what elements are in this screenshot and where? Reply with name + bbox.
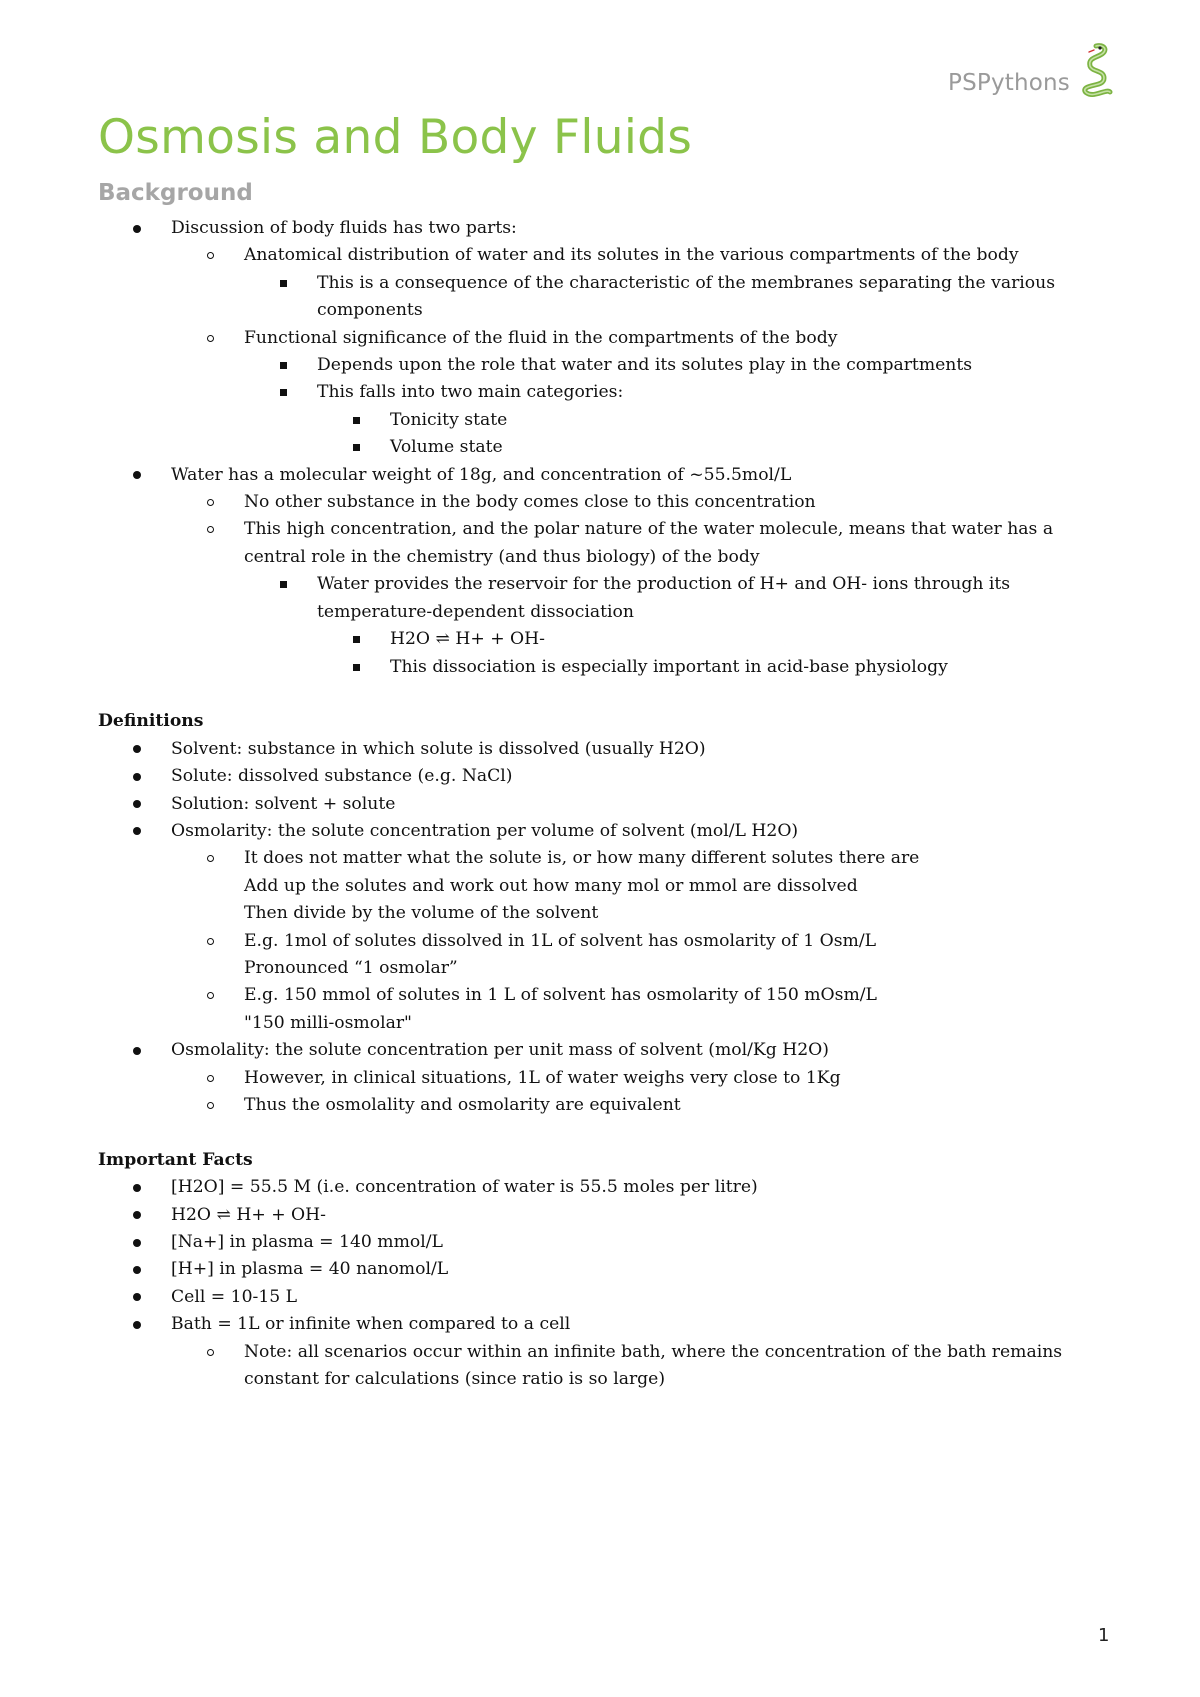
list-item [98, 982, 1108, 1009]
list-item [98, 571, 1108, 626]
snake-icon [1074, 40, 1114, 100]
disc-bullet-icon [130, 818, 144, 845]
section-subtitle: Background [98, 180, 253, 206]
list-item-text: H2O ⇌ H+ + OH- [171, 1204, 326, 1225]
list-item-text: [H2O] = 55.5 M (i.e. concentration of water is 55.5 moles per litre) [171, 1177, 758, 1198]
list-item [98, 1284, 1108, 1311]
list-item [98, 654, 1108, 681]
list-item [98, 1202, 1108, 1229]
list-item [98, 845, 1108, 872]
list-item-text: "150 milli-osmolar" [244, 1012, 412, 1033]
disc-bullet-icon [130, 1256, 144, 1283]
list-item-text: Solute: dissolved substance (e.g. NaCl) [171, 766, 513, 787]
square-bullet-icon [276, 379, 290, 406]
list-item [98, 1010, 1108, 1037]
list-item-text: Water provides the reservoir for the production of H+ and OH- ions through its temperature-dependent dissociation [317, 574, 1011, 622]
background-list [98, 215, 1108, 681]
list-item-text: Add up the solutes and work out how many mol or mmol are dissolved [244, 875, 858, 896]
list-item [98, 791, 1108, 818]
list-item-text: Tonicity state [390, 409, 508, 430]
list-item [98, 1311, 1108, 1338]
list-item [98, 516, 1108, 571]
list-item [98, 242, 1108, 269]
circle-bullet-icon [203, 928, 217, 955]
disc-bullet-icon [130, 763, 144, 790]
circle-bullet-icon [203, 489, 217, 516]
facts-list [98, 1174, 1108, 1393]
list-item-text: Osmolality: the solute concentration per unit mass of solvent (mol/Kg H2O) [171, 1040, 829, 1061]
list-item [98, 434, 1108, 461]
list-item-text: No other substance in the body comes close to this concentration [244, 492, 816, 513]
list-item [98, 489, 1108, 516]
page-number: 1 [1098, 1625, 1110, 1646]
list-item [98, 626, 1108, 653]
disc-bullet-icon [130, 215, 144, 242]
list-item [98, 407, 1108, 434]
circle-bullet-icon [203, 1339, 217, 1366]
list-item-text: Thus the osmolality and osmolarity are equivalent [244, 1094, 681, 1115]
page-title: Osmosis and Body Fluids [98, 110, 693, 165]
list-item [98, 900, 1108, 927]
list-item-text: This dissociation is especially important in acid-base physiology [390, 656, 948, 677]
list-item [98, 325, 1108, 352]
list-item-text: Depends upon the role that water and its solutes play in the compartments [317, 355, 973, 376]
list-item-text: E.g. 1mol of solutes dissolved in 1L of solvent has osmolarity of 1 Osm/L [244, 930, 877, 951]
brand-name: PSPythons [948, 70, 1070, 96]
disc-bullet-icon [130, 462, 144, 489]
list-item-text: [Na+] in plasma = 140 mmol/L [171, 1232, 443, 1252]
disc-bullet-icon [130, 1202, 144, 1229]
brand-header [900, 40, 1114, 100]
list-item-text: Discussion of body fluids has two parts: [171, 218, 517, 238]
circle-bullet-icon [203, 1092, 217, 1119]
list-item-text: [H+] in plasma = 40 nanomol/L [171, 1259, 449, 1280]
circle-bullet-icon [203, 325, 217, 352]
list-item [98, 1339, 1108, 1394]
list-item [98, 818, 1108, 845]
definitions-list [98, 736, 1108, 1120]
list-item [98, 1174, 1108, 1201]
square-bullet-icon [349, 626, 363, 653]
square-bullet-icon [276, 571, 290, 598]
square-bullet-icon [349, 654, 363, 681]
list-item-text: E.g. 150 mmol of solutes in 1 L of solvent has osmolarity of 150 mOsm/L [244, 985, 877, 1006]
list-item-text: Note: all scenarios occur within an infinite bath, where the concentration of the bath remains constant for calculations (since ratio is so large) [244, 1341, 1063, 1390]
disc-bullet-icon [130, 1311, 144, 1338]
list-item [98, 928, 1108, 955]
square-bullet-icon [276, 270, 290, 297]
list-item-text: Volume state [390, 437, 503, 458]
list-item-text: However, in clinical situations, 1L of water weighs very close to 1Kg [244, 1067, 841, 1088]
list-item [98, 763, 1108, 790]
circle-bullet-icon [203, 982, 217, 1009]
disc-bullet-icon [130, 736, 144, 763]
document-body [98, 215, 1108, 1393]
list-item-text: This is a consequence of the characteristic of the membranes separating the various components [317, 272, 1056, 321]
list-item-text: Then divide by the volume of the solvent [244, 903, 599, 924]
list-item-text: H2O ⇌ H+ + OH- [390, 629, 545, 650]
list-item [98, 270, 1108, 325]
disc-bullet-icon [130, 791, 144, 818]
list-item-text: Functional significance of the fluid in the compartments of the body [244, 327, 838, 348]
facts-heading: Important Facts [98, 1149, 253, 1170]
list-item [98, 1092, 1108, 1119]
circle-bullet-icon [203, 845, 217, 872]
list-item-text: Solution: solvent + solute [171, 793, 396, 814]
list-item [98, 1065, 1108, 1092]
circle-bullet-icon [203, 242, 217, 269]
square-bullet-icon [276, 352, 290, 379]
list-item [98, 379, 1108, 406]
list-item [98, 955, 1108, 982]
list-item-text: Cell = 10-15 L [171, 1286, 298, 1307]
list-item-text: This falls into two main categories: [317, 382, 624, 403]
circle-bullet-icon [203, 1065, 217, 1092]
circle-bullet-icon [203, 516, 217, 543]
list-item-text: This high concentration, and the polar nature of the water molecule, means that water has a central role in the chemistry (and thus biology) of the body [244, 519, 1054, 567]
list-item [98, 1229, 1108, 1256]
disc-bullet-icon [130, 1174, 144, 1201]
square-bullet-icon [349, 407, 363, 434]
disc-bullet-icon [130, 1284, 144, 1311]
list-item-text: Pronounced “1 osmolar” [244, 957, 458, 978]
disc-bullet-icon [130, 1037, 144, 1064]
square-bullet-icon [349, 434, 363, 461]
list-item-text: It does not matter what the solute is, or how many different solutes there are [244, 848, 920, 869]
list-item [98, 1256, 1108, 1283]
list-item [98, 873, 1108, 900]
definitions-heading: Definitions [98, 711, 204, 732]
disc-bullet-icon [130, 1229, 144, 1256]
list-item-text: Bath = 1L or infinite when compared to a cell [171, 1314, 571, 1335]
list-item [98, 1037, 1108, 1064]
list-item [98, 736, 1108, 763]
list-item-text: Water has a molecular weight of 18g, and concentration of ~55.5mol/L [171, 464, 792, 485]
list-item-text: Solvent: substance in which solute is dissolved (usually H2O) [171, 738, 706, 759]
list-item-text: Anatomical distribution of water and its solutes in the various compartments of the body [244, 245, 1019, 266]
list-item [98, 215, 1108, 242]
list-item [98, 462, 1108, 489]
list-item [98, 352, 1108, 379]
list-item-text: Osmolarity: the solute concentration per volume of solvent (mol/L H2O) [171, 820, 799, 841]
